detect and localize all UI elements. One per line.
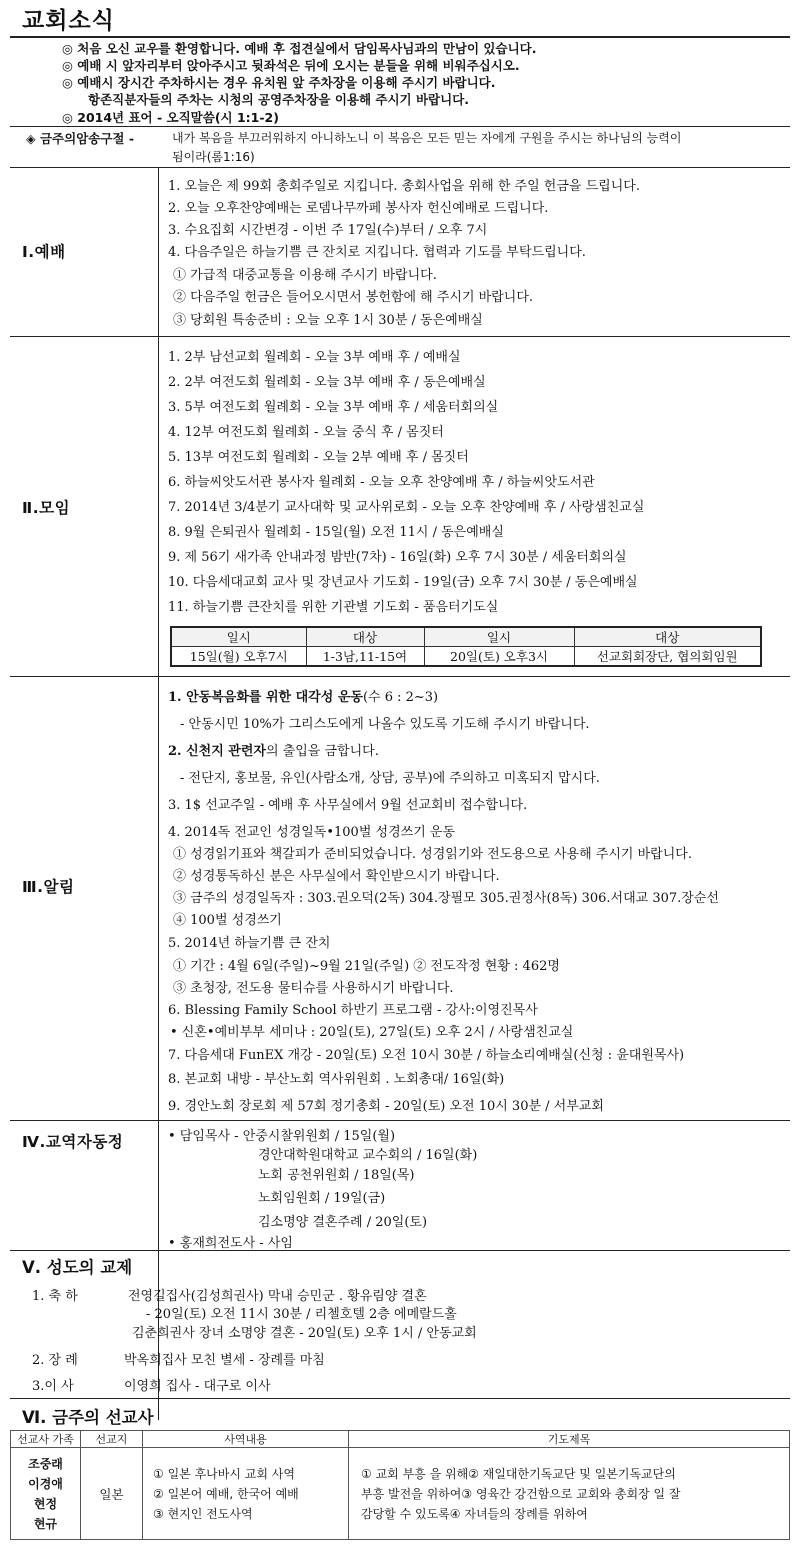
staff-section-label: Ⅳ.교역자동정	[22, 1133, 124, 1151]
notice-parking: ◎ 예배시 장시간 주차하시는 경우 유치원 앞 주차장을 이용해 주시기 바랍니다.	[62, 75, 496, 90]
meeting-item-4: 4. 12부 여전도회 월례회 - 오늘 중식 후 / 몸짓터	[168, 425, 444, 440]
announcement-item-3: 3. 1$ 선교주일 - 예배 후 사무실에서 9월 선교회비 접수합니다.	[168, 798, 528, 813]
announcement-item-5: 5. 2014년 하늘기쁨 큰 잔치	[168, 936, 331, 951]
congrats-line-3: 김춘희권사 장녀 소명양 결혼 - 20일(토) 오후 1시 / 안동교회	[132, 1326, 477, 1341]
table-cell: 20일(토) 오후3시	[424, 647, 574, 667]
missionary-row	[11, 1448, 790, 1540]
title-divider	[10, 36, 790, 38]
ministry-item: ③ 현지인 전도사역	[153, 1506, 253, 1521]
memory-verse-line2: 됨이라(롬1:16)	[172, 150, 255, 164]
meetings-section-label: Ⅱ.모임	[22, 499, 71, 517]
announcement-item-2-bold: 2. 신천지 관련자	[168, 744, 266, 759]
announcement-item-6: 6. Blessing Family School 하반기 프로그램 - 강사:이영진목사	[168, 1003, 538, 1018]
worship-item-2: 2. 오늘 오후찬양예배는 로뎀나무까페 봉사자 헌신예배로 드립니다.	[168, 201, 549, 216]
staff-item-4: 노회임원회 / 19일(금)	[258, 1191, 386, 1206]
missionary-family-cell	[11, 1448, 81, 1540]
meeting-item-10: 10. 다음세대교회 교사 및 장년교사 기도회 - 19일(금) 오후 7시 30분 / 동은예배실	[168, 575, 638, 590]
meeting-item-3: 3. 5부 여전도회 월례회 - 오늘 3부 예배 후 / 세움터회의실	[168, 400, 499, 415]
staff-divider	[10, 1250, 790, 1251]
worship-section-label: Ⅰ.예배	[22, 243, 66, 261]
table-cell: 1-3남,11-15여	[306, 647, 424, 667]
staff-item-1: • 담임목사 - 안중시찰위원회 / 15일(월)	[168, 1129, 396, 1144]
missionary-header-row	[11, 1431, 790, 1448]
notice-seating: ◎ 예배 시 앞자리부터 앉아주시고 뒷좌석은 뒤에 오시는 분들을 위해 비워주십시오.	[62, 58, 520, 73]
announcement-subitem-4-3: ③ 금주의 성경일독자 : 303.권오덕(2독) 304.장필모 305.권정사(8독) 306.서대교 307.장순선	[173, 891, 719, 906]
table-header-cell: 기도제목	[349, 1431, 790, 1448]
family-member: 현정	[33, 1496, 58, 1511]
move-label: 3.이 사	[32, 1379, 74, 1394]
announcement-subitem-4-1: ① 성경읽기표와 책갈피가 준비되었습니다. 성경읽기와 전도용으로 사용해 주시기 바랍니다.	[173, 847, 692, 862]
worship-subitem-1: ① 가급적 대중교통을 이용해 주시기 바랍니다.	[173, 268, 437, 283]
announcement-item-8: 8. 본교회 내방 - 부산노회 역사위원회 . 노회총대/ 16일(화)	[168, 1072, 505, 1087]
missionary-field-cell: 일본	[81, 1448, 143, 1540]
ministry-item: ② 일본어 예배, 한국어 예배	[153, 1486, 299, 1501]
family-member: 조중래	[28, 1456, 63, 1471]
congrats-line-1: 전영길집사(김성희권사) 막내 승민군 . 황유림양 결혼	[128, 1289, 427, 1304]
family-member: 현규	[33, 1516, 58, 1531]
worship-divider	[10, 336, 790, 337]
missionary-section-title: Ⅵ. 금주의 선교사	[22, 1408, 154, 1427]
verse-divider	[10, 167, 790, 168]
prayer-line: ① 교회 부흥 을 위해② 재일대한기독교단 및 일본기독교단의	[361, 1466, 676, 1481]
worship-subitem-2: ② 다음주일 헌금은 들어오시면서 봉헌함에 해 주시기 바랍니다.	[173, 290, 534, 305]
fellowship-divider	[10, 1398, 790, 1399]
announcement-item-1	[168, 686, 438, 705]
memory-verse-line1: 내가 복음을 부끄러워하지 아니하노니 이 복음은 모든 믿는 자에게 구원을 주시는 하나님의 능력이	[172, 131, 682, 145]
meeting-item-6: 6. 하늘씨앗도서관 봉사자 월례회 - 오늘 오후 찬양예배 후 / 하늘씨앗도서관	[168, 475, 595, 490]
announcement-item-7: 7. 다음세대 FunEX 개강 - 20일(토) 오전 10시 30분 / 하늘소리예배실(신청 : 윤대원목사)	[168, 1048, 685, 1063]
table-header-cell: 대상	[306, 627, 424, 647]
page-title: 교회소식	[22, 8, 115, 34]
prayer-line: 부흥 발전을 위하여③ 영육간 강건함으로 교회와 총회장 일 잘	[361, 1486, 681, 1501]
table-cell: 선교회회장단, 협의회임원	[574, 647, 761, 667]
announcements-section-label: Ⅲ.알림	[22, 878, 75, 896]
ministry-item: ① 일본 후나바시 교회 사역	[153, 1466, 295, 1481]
column-divider	[158, 167, 159, 1420]
prayer-line: 감당할 수 있도록④ 자녀들의 장례를 위하여	[361, 1506, 588, 1521]
table-header-cell: 선교지	[81, 1431, 143, 1448]
missionary-ministry-cell	[143, 1448, 349, 1540]
worship-subitem-3: ③ 당회원 특송준비 : 오늘 오후 1시 30분 / 동은예배실	[173, 313, 483, 328]
worship-item-3: 3. 수요집회 시간변경 - 이번 주 17일(수)부터 / 오후 7시	[168, 223, 488, 238]
table-header-cell: 사역내용	[143, 1431, 349, 1448]
worship-item-4: 4. 다음주일은 하늘기쁨 큰 잔치로 지킵니다. 협력과 기도를 부탁드립니다.	[168, 245, 586, 260]
worship-item-1: 1. 오늘은 제 99회 총회주일로 지킵니다. 총회사업을 위해 한 주일 헌금을 드립니다.	[168, 179, 640, 194]
announcement-item-9: 9. 경안노회 장로회 제 57회 정기총회 - 20일(토) 오전 10시 30분 / 서부교회	[168, 1099, 604, 1114]
congrats-label: 1. 축 하	[32, 1289, 78, 1304]
announcement-item-2-rest: 의 출입을 금합니다.	[265, 744, 379, 759]
notice-motto: ◎ 2014년 표어 - 오직말씀(시 1:1-2)	[62, 110, 279, 125]
staff-item-6: • 홍재희전도사 - 사임	[168, 1236, 293, 1251]
move-text: 이영희 집사 - 대구로 이사	[124, 1379, 271, 1394]
meeting-item-8: 8. 9월 은퇴권사 월례회 - 15일(월) 오전 11시 / 동은예배실	[168, 525, 504, 540]
fellowship-section-title: Ⅴ. 성도의 교제	[22, 1258, 133, 1277]
announcement-item-2	[168, 740, 379, 759]
announcement-item-1-sub: - 안동시민 10%가 그리스도에게 나올수 있도록 기도해 주시기 바랍니다.	[180, 717, 590, 732]
notice-divider	[10, 126, 790, 127]
announcement-subitem-4-2: ② 성경통독하신 분은 사무실에서 확인받으시기 바랍니다.	[173, 869, 500, 884]
staff-item-3: 노회 공천위원회 / 18일(목)	[258, 1168, 415, 1183]
table-header-cell: 대상	[574, 627, 761, 647]
announcement-subitem-5-2: ③ 초청장, 전도용 물티슈를 사용하시기 바랍니다.	[173, 981, 454, 996]
announcement-item-2-sub: - 전단지, 홍보물, 유인(사람소개, 상담, 공부)에 주의하고 미혹되지 맙시다.	[180, 771, 600, 786]
table-header-row	[171, 627, 761, 647]
meetings-divider	[10, 676, 790, 677]
meeting-item-2: 2. 2부 여전도회 월례회 - 오늘 3부 예배 후 / 동은예배실	[168, 375, 486, 390]
announcement-item-1-rest: (수 6 : 2~3)	[362, 690, 439, 705]
meeting-item-1: 1. 2부 남선교회 월례회 - 오늘 3부 예배 후 / 예배실	[168, 350, 461, 365]
announcements-divider	[10, 1120, 790, 1121]
announcement-item-4: 4. 2014독 전교인 성경일독•100벌 성경쓰기 운동	[168, 825, 456, 840]
table-cell: 15일(월) 오후7시	[171, 647, 306, 667]
notice-parking-officers: 항존직분자들의 주차는 시청의 공영주차장을 이용해 주시기 바랍니다.	[88, 92, 470, 107]
funeral-text: 박옥희집사 모친 별세 - 장례를 마침	[124, 1353, 325, 1368]
memory-verse-label: ◈ 금주의암송구절 -	[26, 131, 135, 146]
announcement-subitem-5-1: ① 기간 : 4월 6일(주일)~9월 21일(주일) ② 전도작정 현황 : 462명	[173, 959, 560, 974]
staff-item-5: 김소명양 결혼주례 / 20일(토)	[258, 1215, 428, 1230]
notice-welcome: ◎ 처음 오신 교우를 환영합니다. 예배 후 접견실에서 담임목사님과의 만남이 있습니다.	[62, 41, 537, 56]
table-header-cell: 선교사 가족	[11, 1431, 81, 1448]
table-header-cell: 일시	[171, 627, 306, 647]
prayer-schedule-table	[170, 626, 762, 667]
meeting-item-11: 11. 하늘기쁨 큰잔치를 위한 기관별 기도회 - 품음터기도실	[168, 600, 499, 615]
table-row	[171, 647, 761, 667]
staff-item-2: 경안대학원대학교 교수회의 / 16일(화)	[258, 1148, 478, 1163]
meeting-item-7: 7. 2014년 3/4분기 교사대학 및 교사위로회 - 오늘 오후 찬양예배 후 / 사랑샘친교실	[168, 500, 645, 515]
meeting-item-9: 9. 제 56기 새가족 안내과정 밤반(7차) - 16일(화) 오후 7시 30분 / 세움터회의실	[168, 550, 627, 565]
meeting-item-5: 5. 13부 여전도회 월례회 - 오늘 2부 예배 후 / 몸짓터	[168, 450, 469, 465]
announcement-subitem-4-4: ④ 100벌 성경쓰기	[173, 913, 282, 928]
family-member: 이경애	[28, 1476, 63, 1491]
congrats-line-2: - 20일(토) 오전 11시 30분 / 리첼호텔 2층 에메랄드홀	[146, 1307, 457, 1322]
announcement-item-1-bold: 1. 안동복음화를 위한 대각성 운동	[168, 690, 363, 705]
table-header-cell: 일시	[424, 627, 574, 647]
missionary-prayer-cell	[349, 1448, 790, 1540]
missionary-table	[10, 1430, 790, 1540]
funeral-label: 2. 장 례	[32, 1353, 78, 1368]
announcement-subitem-6-1: • 신혼•예비부부 세미나 : 20일(토), 27일(토) 오후 2시 / 사랑샘친교실	[170, 1025, 574, 1040]
